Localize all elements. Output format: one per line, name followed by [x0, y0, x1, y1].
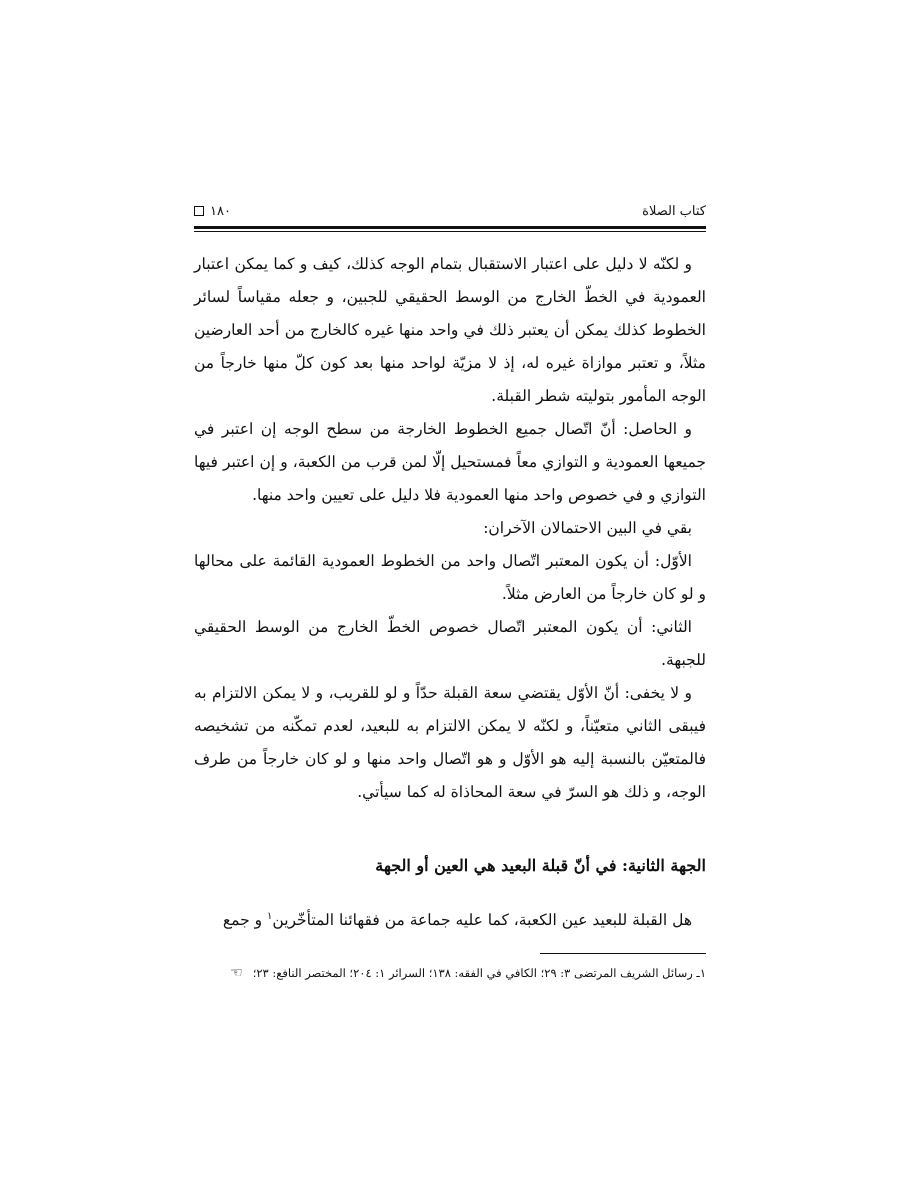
pointing-hand-icon: ☜ [230, 965, 243, 981]
page-number: ١٨٠ [210, 203, 231, 219]
paragraph-continued [194, 900, 706, 937]
header-rule-thin [194, 231, 706, 232]
main-text [194, 248, 706, 809]
footnote [180, 964, 706, 982]
footnote-marker[interactable]: ١ [267, 911, 273, 922]
footnote-rule [540, 953, 706, 954]
page-header [194, 200, 706, 222]
paragraph: و الحاصل: أنّ اتّصال جميع الخطوط الخارجة من سطح الوجه إن اعتبر في جميعها العمودية و التوازي معاً فمستحيل إلّا لمن قرب من الكعبة، و إن اعتبر فيها التوازي و في خصوص واحد منها العمودية فلا دليل على تعيين واحد منها. [194, 420, 706, 504]
book-title: كتاب الصلاة [642, 203, 706, 219]
last-line-text: هل القبلة للبعيد عين الكعبة، كما عليه جماعة من فقهائنا المتأخّرين [272, 911, 692, 930]
header-rule-thick [194, 226, 706, 229]
paragraph: و لكنّه لا دليل على اعتبار الاستقبال بتمام الوجه كذلك، كيف و كما يمكن اعتبار العمودية في الخطّ الخارج من الوسط الحقيقي للجبين، و جعله مقياساً لسائر الخطوط كذلك يمكن أن يعتبر ذلك في واحد منها غيره كالخارج من أحد العارضين مثلاً، و تعتبر موازاة غيره له، إذ لا مزيّة لواحد منها بعد كون كلّ منها خارجاً من الوجه المأمور بتوليته شطر القبلة. [194, 255, 706, 405]
page-number-group [194, 204, 231, 219]
square-bullet-icon [194, 206, 204, 216]
footnote-text: ١ـ رسائل الشريف المرتضى ٣: ٢٩؛ الكافي في الفقه: ١٣٨؛ السرائر ١: ٢٠٤؛ المختصر النافع: ٢٣؛ [252, 966, 706, 980]
paragraph: الأوّل: أن يكون المعتبر اتّصال واحد من الخطوط العمودية القائمة على محالها و لو كان خارجاً من العارض مثلاً. [194, 552, 706, 603]
paragraph: الثاني: أن يكون المعتبر اتّصال خصوص الخطّ الخارج من الوسط الحقيقي للجبهة. [194, 618, 706, 669]
section-heading: الجهة الثانية: في أنّ قبلة البعيد هي العين أو الجهة [375, 856, 706, 875]
paragraph: و لا يخفى: أنّ الأوّل يقتضي سعة القبلة حدّاً و لو للقريب، و لا يمكن الالتزام به فيبقى الثاني متعيّناً، و لكنّه لا يمكن الالتزام به للبعيد، لعدم تمكّنه من تشخيصه فالمتعيّن بالنسبة إليه هو الأوّل و هو اتّصال واحد منها و لو كان خارجاً من طرف الوجه، و ذلك هو السرّ في سعة المحاذاة له كما سيأتي. [194, 684, 706, 801]
paragraph: بقي في البين الاحتمالان الآخران: [483, 519, 692, 537]
last-line-tail: و جمع [222, 911, 268, 930]
